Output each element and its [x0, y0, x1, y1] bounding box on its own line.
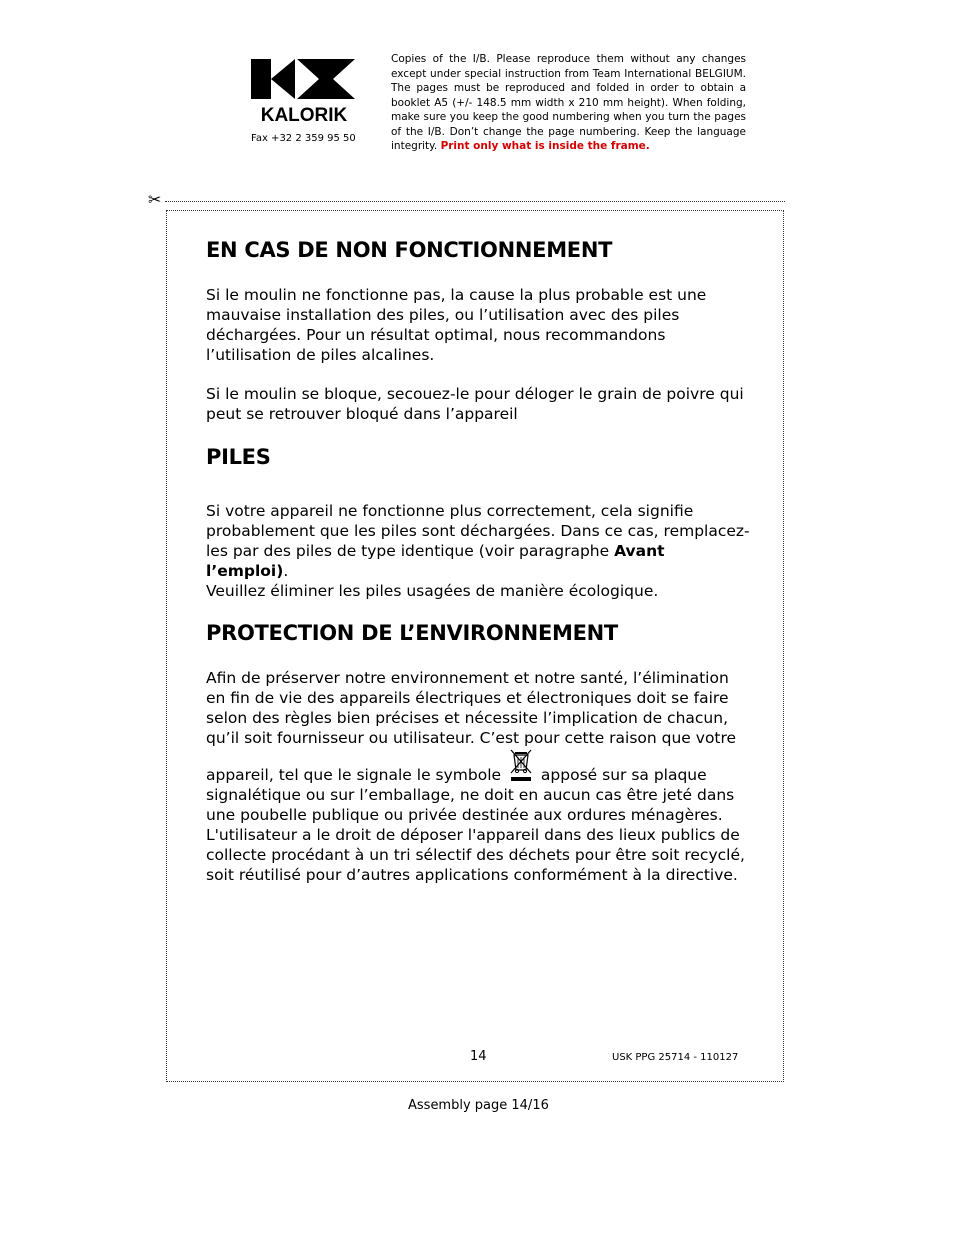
copy-instructions [391, 52, 746, 154]
cut-line [165, 201, 785, 202]
malfunction-paragraph-2: Si le moulin se bloque, secouez-le pour déloger le grain de poivre qui peut se retrouver bloqué dans l’appareil [206, 385, 744, 423]
copy-instructions-text: Copies of the I/B. Please reproduce them without any changes except under special instruction from Team International BELGIUM. The pages must be reproduced and folded in order to obtain a booklet A5 (+/- 148.5 mm width x 210 mm height). When folding, make sure you keep the good numbering when you turn the pages of the I/B. Don’t change the page numbering. Keep the language integrity. [391, 53, 746, 152]
batteries-bold-ref: Avant l’emploi) [206, 542, 665, 580]
batteries-text: Si votre appareil ne fonctionne plus correctement, cela signifie probablement que les piles sont déchargées. Dans ce cas, remplacez-les par des piles de type identique (voir paragraphe [206, 502, 750, 560]
section-title-environment: PROTECTION DE L’ENVIRONNEMENT [206, 621, 618, 645]
batteries-period: . [283, 562, 289, 580]
page-number: 14 [470, 1049, 487, 1064]
print-frame-warning: Print only what is inside the frame. [440, 140, 650, 152]
environment-text-b: apposé sur sa plaque signalétique ou sur l’emballage, ne doit en aucun cas être jeté dans une poubelle publique ou privée destinée aux ordures ménagères. L'utilisateur a le droit de déposer l'appareil dans des lieux publics de collecte procédant à un tri sélectif des déchets pour être soit recyclé, soit réutilisé pour d’autres applications conformément à la directive. [206, 766, 745, 884]
document-reference: USK PPG 25714 - 110127 [612, 1052, 739, 1063]
batteries-disposal-text: Veuillez éliminer les piles usagées de manière écologique. [206, 582, 659, 600]
section-title-malfunction: EN CAS DE NON FONCTIONNEMENT [206, 238, 613, 262]
assembly-page: Assembly page 14/16 [408, 1098, 549, 1113]
batteries-paragraph [206, 501, 751, 601]
malfunction-paragraph-1: Si le moulin ne fonctionne pas, la cause la plus probable est une mauvaise installation des piles, ou l’utilisation avec des piles déchargées. Pour un résultat optimal, nous recommandons l’utilisation de piles alcalines. [206, 286, 707, 364]
environment-paragraph [206, 668, 746, 885]
environment-text-a: Afin de préserver notre environnement et notre santé, l’élimination en fin de vie des appareils électriques et électroniques doit se faire selon des règles bien précises et nécessite l’implication de chacun, qu’il soit fournisseur ou utilisateur. C’est pour cette raison que votre appareil, tel que le signale le symbole [206, 669, 737, 784]
scissors-icon: ✂ [148, 190, 162, 209]
svg-text:KALORIK: KALORIK [260, 105, 348, 126]
weee-bin-icon [508, 748, 534, 782]
fax-number: Fax +32 2 359 95 50 [251, 133, 356, 144]
kalorik-logo [249, 57, 359, 127]
section-title-batteries: PILES [206, 445, 271, 469]
